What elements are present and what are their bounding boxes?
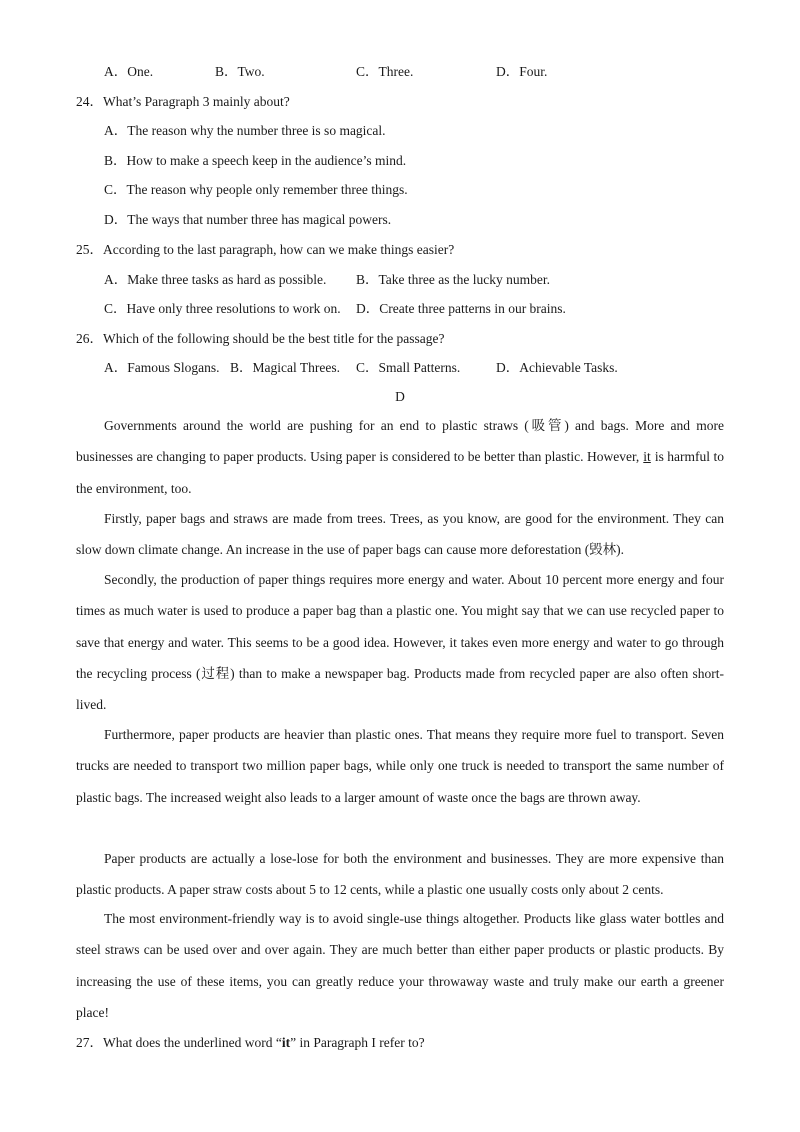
q27-bold-it: it [281, 1035, 291, 1050]
q26-option-d[interactable]: D．Achievable Tasks. [496, 360, 618, 375]
q27-question [76, 1034, 425, 1052]
section-label: D [395, 389, 405, 404]
q23-option-d[interactable]: D．Four. [496, 64, 548, 79]
q25-question: 25．According to the last paragraph, how can we make things easier? [76, 242, 455, 257]
q27-text-before: 27．What does the underlined word “ [76, 1035, 282, 1050]
q24-option-d[interactable]: D．The ways that number three has magical powers. [104, 212, 392, 227]
q26-option-b[interactable]: B．Magical Threes. [230, 360, 340, 375]
q23-option-b[interactable]: B．Two. [215, 64, 265, 79]
q25-option-b[interactable]: B．Take three as the lucky number. [356, 272, 550, 287]
q26-question: 26．Which of the following should be the best title for the passage? [76, 331, 445, 346]
passage-paragraph-1 [76, 410, 724, 504]
passage-paragraph-3: Secondly, the production of paper things requires more energy and water. About 10 percent more energy and four times as much water is used to produce a paper bag than a plastic one. You might say that we can use recycled paper to save that energy and water. This seems to be a good idea. However, it takes even more energy and water to go through the recycling process (过程) than to make a newspaper bag. Products made from recycled paper are also often short-lived. [76, 572, 724, 713]
q26-option-c[interactable]: C．Small Patterns. [356, 360, 461, 375]
passage-paragraph-5: Paper products are actually a lose-lose for both the environment and businesses. They are more expensive than plastic products. A paper straw costs about 5 to 12 cents, while a plastic one usually costs only about 2 cents. [76, 851, 724, 898]
passage-paragraph-4: Furthermore, paper products are heavier than plastic ones. That means they require more fuel to transport. Seven trucks are needed to transport two million paper bags, while only one truck is needed to transport the same number of plastic bags. The increased weight also leads to a larger amount of waste once the bags are thrown away. [76, 727, 724, 805]
passage-paragraph-2: Firstly, paper bags and straws are made from trees. Trees, as you know, are good for the environment. They can slow down climate change. An increase in the use of paper bags can cause more deforestation (毁林). [76, 511, 724, 558]
q24-question: 24．What’s Paragraph 3 mainly about? [76, 94, 290, 109]
q24-option-c[interactable]: C．The reason why people only remember three things. [104, 182, 408, 197]
p1-text-before: Governments around the world are pushing for an end to plastic straws (吸管) and bags. More and more businesses are changing to paper products. Using paper is considered to be better than plastic. However, [76, 418, 724, 465]
q24-option-b[interactable]: B．How to make a speech keep in the audience’s mind. [104, 153, 407, 168]
underlined-word-it: it [643, 449, 651, 465]
q27-text-after: ” in Paragraph I refer to? [290, 1035, 425, 1050]
q24-option-a[interactable]: A．The reason why the number three is so magical. [104, 123, 386, 138]
q23-option-a[interactable]: A．One. [104, 64, 154, 79]
q25-option-d[interactable]: D．Create three patterns in our brains. [356, 301, 566, 316]
q25-option-a[interactable]: A．Make three tasks as hard as possible. [104, 272, 327, 287]
p1-text-after: is harmful to the environment, too. [76, 449, 725, 496]
q23-option-c[interactable]: C．Three. [356, 64, 414, 79]
passage-paragraph-6: The most environment-friendly way is to avoid single-use things altogether. Products like glass water bottles and steel straws can be used over and over again. They are much better than either paper products or plastic products. By increasing the use of these items, you can greatly reduce your throwaway waste and truly make our earth a greener place! [76, 911, 724, 1020]
q26-option-a[interactable]: A．Famous Slogans. [104, 360, 220, 375]
q25-option-c[interactable]: C．Have only three resolutions to work on. [104, 301, 341, 316]
